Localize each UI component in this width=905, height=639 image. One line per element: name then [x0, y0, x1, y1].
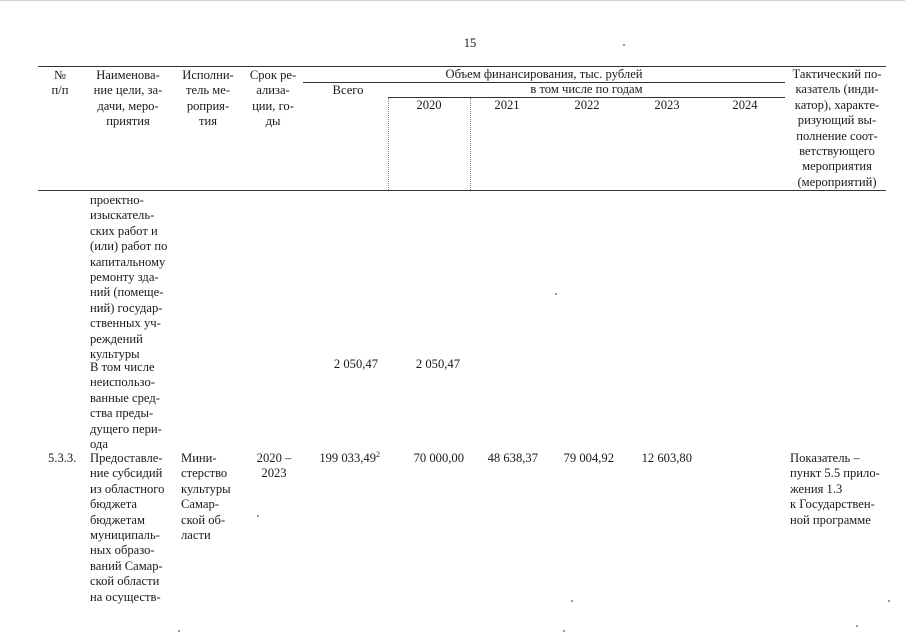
- header-year-2021: 2021: [494, 98, 520, 112]
- scan-speck: [257, 515, 259, 517]
- row-533-2023: 12 603,80: [641, 451, 692, 465]
- header-bottom-rule: [38, 190, 886, 191]
- row-533-total-footnote: 2: [376, 449, 380, 459]
- header-period: Срок ре- ализа- ции, го- ды: [249, 68, 297, 129]
- header-total: Всего: [332, 83, 364, 97]
- page-number: 15: [463, 36, 477, 50]
- header-executor: Исполни- тель ме- роприя- тия: [182, 68, 234, 129]
- row-533-2022: 79 004,92: [563, 451, 614, 465]
- scan-speck: [623, 44, 625, 46]
- header-indicator: Тактический по- казатель (инди- катор), характе- ризующий вы- полнение соот- ветствующего мероприятия (мероприятий): [792, 67, 882, 189]
- row-unused-2020: 2 050,47: [415, 357, 460, 371]
- row-continuation-name: проектно- изыскатель- ских работ и (или) работ по капитальному ремонту зда- ний (помеще- ний) государ- ственных уч- реждений культуры: [90, 193, 168, 362]
- row-533-total-value: 199 033,49: [319, 451, 376, 465]
- row-533-executor: Мини- стерство культуры Самар- ской об- ласти: [181, 451, 231, 543]
- header-num: № п/п: [51, 68, 69, 98]
- col-divider-2020: [470, 98, 471, 190]
- col-divider-total: [388, 98, 389, 190]
- row-533-period: 2020 – 2023: [256, 451, 292, 481]
- row-533-2020: 70 000,00: [413, 451, 464, 465]
- scan-speck: [571, 600, 573, 602]
- scan-speck: [888, 600, 890, 602]
- row-533-indicator: Показатель – пункт 5.5 прило- жения 1.3 к Государствен- ной программе: [790, 451, 880, 527]
- header-year-2023: 2023: [654, 98, 680, 112]
- scan-speck: [555, 293, 557, 295]
- scan-speck: [178, 630, 180, 632]
- row-533-name: Предоставле- ние субсидий из областного бюджета бюджетам муниципаль- ных образо- ваний Самар- ской области на осуществ-: [90, 451, 165, 604]
- row-533-num: 5.3.3.: [48, 451, 77, 465]
- header-by-years: в том числе по годам: [530, 82, 643, 96]
- header-year-2020: 2020: [416, 98, 442, 112]
- scan-speck: [563, 630, 565, 632]
- header-year-2024: 2024: [732, 98, 758, 112]
- header-year-2022: 2022: [574, 98, 600, 112]
- row-unused-total: 2 050,47: [333, 357, 378, 371]
- scan-speck: [856, 625, 858, 627]
- header-name: Наименова- ние цели, за- дачи, меро- приятия: [93, 68, 163, 129]
- header-funding: Объем финансирования, тыс. рублей: [445, 67, 643, 81]
- scan-top-edge: [0, 0, 905, 1]
- row-unused-name: В том числе неиспользо- ванные сред- ства преды- дущего пери- ода: [90, 360, 162, 452]
- row-533-total: [300, 451, 380, 466]
- row-533-2021: 48 638,37: [487, 451, 538, 465]
